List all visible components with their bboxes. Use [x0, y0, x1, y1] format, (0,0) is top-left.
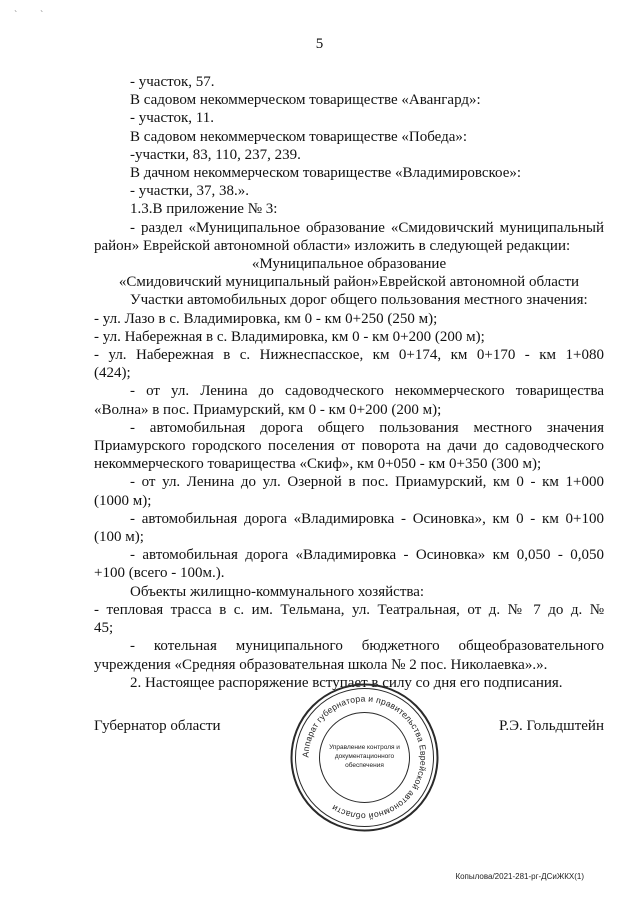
signatory-name: Р.Э. Гольдштейн [498, 718, 604, 734]
text-line: В садовом некоммерческом товариществе «Авангард»: [130, 92, 481, 109]
text-line: Объекты жилищно-коммунального хозяйства: [130, 583, 425, 600]
page-number: 5 [315, 36, 324, 52]
text-line: «Волна» в пос. Приамурский, км 0 - км 0+200 (200 м); [94, 401, 442, 418]
text-line: Приамурского городского поселения от поворота на дачи до садоводческого [94, 438, 604, 455]
seal-center-text: документационного [334, 753, 395, 760]
text-line: В дачном некоммерческом товариществе «Владимировское»: [130, 165, 522, 182]
text-line: - от ул. Ленина до садоводческого некоммерческого товарищества [130, 383, 604, 400]
text-line: 45; [94, 620, 114, 637]
signatory-title: Губернатор области [94, 718, 221, 734]
corner-mark: ` [40, 10, 44, 21]
official-seal [287, 680, 442, 835]
text-line: -участки, 83, 110, 237, 239. [130, 146, 301, 163]
text-line: - ул. Лазо в с. Владимировка, км 0 - км 0+250 (250 м); [94, 310, 438, 327]
document-body [94, 73, 604, 692]
text-line: район» Еврейской автономной области» изложить в следующей редакции: [94, 237, 571, 254]
text-line: 2. Настоящее распоряжение вступает в силу со дня его подписания. [130, 674, 563, 691]
text-line: +100 (всего - 100м.). [94, 565, 225, 582]
text-line: - автомобильная дорога общего пользования местного значения [130, 419, 604, 436]
text-line: - котельная муниципального бюджетного общеобразовательного [130, 638, 604, 655]
text-line: - ул. Набережная в с. Владимировка, км 0 - км 0+200 (200 м); [94, 328, 485, 345]
text-line: - раздел «Муниципальное образование «Смидовичский муниципальный [130, 219, 604, 236]
text-line: - участок, 11. [130, 110, 214, 127]
seal-ring-text: Аппарат губернатора и правительства Еврейской автономной области [300, 693, 429, 822]
text-line: - ул. Набережная в с. Нижнеспасское, км 0+174, км 0+170 - км 1+080 [94, 347, 604, 364]
text-line: - от ул. Ленина до ул. Озерной в пос. Приамурский, км 0 - км 1+000 [130, 474, 604, 491]
text-line: - тепловая трасса в с. им. Тельмана, ул. Театральная, от д. № 7 до д. № [94, 601, 604, 618]
text-line: «Муниципальное образование [251, 256, 447, 273]
document-reference: Копылова/2021-281-рг-ДСиЖКХ(1) [455, 872, 584, 881]
text-line: - автомобильная дорога «Владимировка - Осиновка» км 0,050 - 0,050 [130, 547, 604, 564]
text-line: - участки, 37, 38.». [130, 183, 249, 200]
text-line: 1.3.В приложение № 3: [130, 201, 278, 218]
seal-center-text: Управление контроля и [329, 744, 400, 751]
text-line: В садовом некоммерческом товариществе «Победа»: [130, 128, 468, 145]
corner-mark: ` [14, 10, 18, 21]
text-line: - автомобильная дорога «Владимировка - Осиновка», км 0 - км 0+100 [130, 510, 604, 527]
text-line: - участок, 57. [130, 74, 215, 90]
text-line: некоммерческого товарищества «Скиф», км 0+050 - км 0+350 (300 м); [94, 456, 542, 473]
text-line: (1000 м); [94, 492, 152, 509]
seal-stamp-graphic [287, 680, 442, 835]
seal-center-text: обеспечения [345, 762, 384, 769]
text-line: (100 м); [94, 529, 144, 546]
text-line: Участки автомобильных дорог общего пользования местного значения: [130, 292, 588, 309]
text-line: (424); [94, 365, 131, 382]
text-line: «Смидовичский муниципальный район»Еврейской автономной области [118, 274, 580, 291]
text-line: учреждения «Средняя образовательная школа № 2 пос. Николаевка».». [94, 656, 548, 673]
